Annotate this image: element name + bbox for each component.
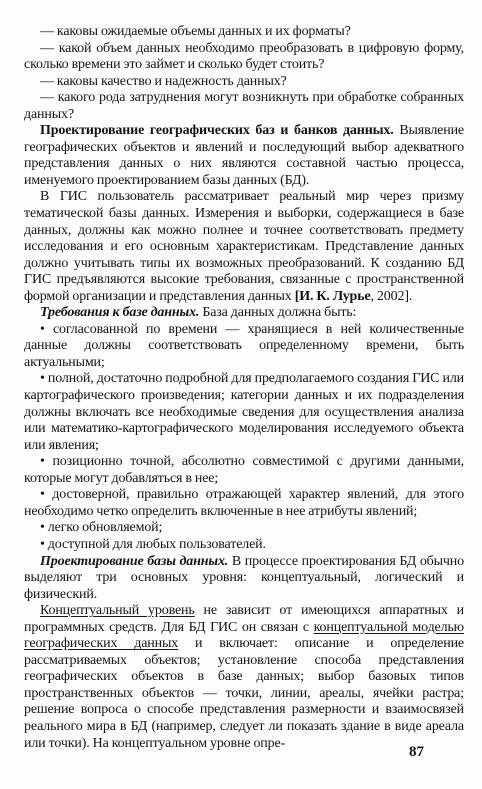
- conceptual-text-1: не зависит от имеющихся аппаратных и программных средств. Для БД ГИС он связан с: [24, 603, 464, 635]
- question-digitize: — какой объем данных необходимо преобразовать в цифровую форму, сколько времени это займет и сколько будет стоить?: [24, 40, 464, 73]
- page-number: 87: [409, 744, 424, 760]
- section-heading-geo-databases: Проектирование географических баз и банков данных.: [40, 123, 394, 139]
- question-quality: — каковы качество и надежность данных?: [40, 73, 287, 89]
- citation-author: [И. К. Лурье: [294, 288, 371, 304]
- paragraph-db-design-text: Выявление географических объектов и явлений и последующий выбор адекватного представления данных о них являются составной частью процесса, именуемого проектированием базы данных (БД).: [24, 123, 464, 188]
- term-conceptual-model: концептуальной моделью географических данных: [24, 619, 464, 652]
- paragraph-gis-user: [24, 189, 464, 305]
- bullet-accessible: • доступной для любых пользователей.: [40, 536, 266, 552]
- paragraph-requirements-text: База данных должна быть:: [199, 305, 357, 321]
- paragraph-design-levels: [24, 554, 464, 604]
- term-conceptual-level: Концептуальный уровень: [40, 603, 195, 619]
- question-formats: — каковы ожидаемые объемы данных и их форматы?: [40, 24, 351, 39]
- paragraph-db-design: [24, 123, 464, 189]
- bullet-reliable: • достоверной, правильно отражающей характер явлений, для этого необходимо четко определить включенные в нее атрибуты явлений;: [24, 487, 464, 519]
- bullet-positional: • позиционно точной, абсолютно совместимой с другими данными, которые могут добавляться в нее;: [24, 454, 464, 486]
- citation-year: , 2002].: [370, 288, 413, 304]
- bullet-complete: • полной, достаточно подробной для предполагаемого создания ГИС или картографического произведения; категории данных и их подразделения должны включать все необходимые сведения для осуществления анализа или математико-картографического моделирования исследуемого объекта или явления;: [24, 371, 464, 453]
- bullet-time-consistent: • согласованной по времени — хранящиеся в ней количественные данные должны соответствовать определенному времени, быть актуальными;: [24, 321, 464, 370]
- paragraph-requirements: [24, 305, 464, 322]
- paragraph-conceptual-level: [24, 603, 464, 752]
- question-difficulties: — какого рода затруднения могут возникнуть при обработке собранных данных?: [24, 90, 464, 122]
- bullet-updatable: • легко обновляемой;: [40, 520, 163, 536]
- conceptual-text-2: и включает: описание и определение рассматриваемых объектов; установление способа представления географических объектов в базе данных; выбор базовых типов пространственных объектов — точки, линии, ареалы, ячейки растра; решение вопроса о способе представления размерности и взаимосвязей реального мира в БД (например, следует ли показать здание в виде ареала или точки). На концептуальном уровне опре-: [24, 636, 464, 751]
- paragraph-design-levels-text: В процессе проектирования БД обычно выделяют три основных уровня: концептуальный, логический и физический.: [24, 553, 464, 602]
- section-heading-requirements: Требования к базе данных.: [40, 305, 200, 321]
- section-heading-db-design: Проектирование базы данных.: [40, 553, 229, 569]
- paragraph-gis-user-text: В ГИС пользователь рассматривает реальный мир через призму тематической базы данных. Измерения и выборки, содержащиеся в базе данных, должны как можно полнее и точнее соответствовать предмету исследования и его основным характеристикам. Представление данных должно учитывать типы их возможных преобразований. К созданию БД ГИС предъявляются высокие требования, связанные с пространственной формой организации и представления данных: [24, 189, 464, 304]
